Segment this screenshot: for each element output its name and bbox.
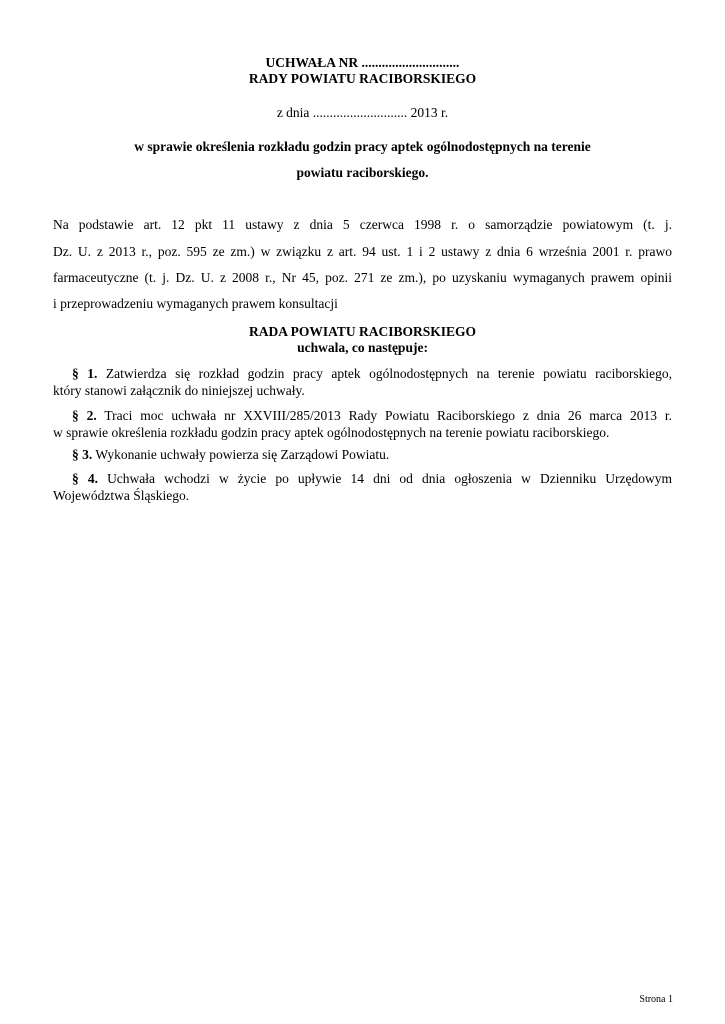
preamble-line-3: farmaceutyczne (t. j. Dz. U. z 2008 r., Nr 45, poz. 271 ze zm.), po uzyskaniu wymaganych prawem opinii	[53, 270, 672, 285]
section-2-number: § 2.	[72, 408, 97, 423]
preamble-line-4: i przeprowadzeniu wymaganych prawem konsultacji	[53, 296, 338, 311]
section-3-line-1	[53, 446, 672, 463]
section-4-line-2: Województwa Śląskiego.	[53, 488, 190, 503]
section-4-number: § 4.	[72, 471, 98, 486]
subject-line-2: powiatu raciborskiego.	[296, 165, 429, 180]
section-1	[53, 365, 672, 399]
section-3-text: Wykonanie uchwały powierza się Zarządowi Powiatu.	[95, 447, 390, 462]
section-4-text: Uchwała wchodzi w życie po upływie 14 dni od dnia ogłoszenia w Dzienniku Urzędowym	[107, 471, 673, 486]
page-number: Strona 1	[639, 994, 673, 1005]
section-2-text: Traci moc uchwała nr XXVIII/285/2013 Rady Powiatu Raciborskiego z dnia 26 marca 2013 r.	[104, 408, 673, 423]
section-3-number: § 3.	[72, 447, 93, 462]
council-name-title: RADY POWIATU RACIBORSKIEGO	[248, 71, 477, 86]
section-2	[53, 407, 672, 441]
enacting-clause: uchwala, co następuje:	[297, 340, 428, 355]
section-1-text: Zatwierdza się rozkład godzin pracy aptek ogólnodostępnych na terenie powiatu raciborskiego,	[105, 366, 672, 381]
date-line: z dnia ............................ 2013 r.	[276, 105, 449, 120]
preamble-line-2: Dz. U. z 2013 r., poz. 595 ze zm.) w związku z art. 94 ust. 1 i 2 ustawy z dnia 6 września 2001 r. prawo	[53, 244, 672, 259]
section-1-line-2: który stanowi załącznik do niniejszej uchwały.	[53, 383, 305, 398]
section-4-line-1	[53, 470, 672, 487]
section-1-line-1	[53, 365, 672, 382]
section-3	[53, 446, 672, 463]
preamble-line-1: Na podstawie art. 12 pkt 11 ustawy z dnia 5 czerwca 1998 r. o samorządzie powiatowym (t. j.	[53, 217, 672, 232]
section-4	[53, 470, 672, 504]
document-page	[53, 0, 672, 1024]
council-heading: RADA POWIATU RACIBORSKIEGO	[248, 324, 477, 339]
section-1-number: § 1.	[72, 366, 98, 381]
resolution-number-title: UCHWAŁA NR .............................	[265, 55, 460, 70]
subject-line-1: w sprawie określenia rozkładu godzin pracy aptek ogólnodostępnych na terenie	[134, 139, 591, 154]
section-2-line-1	[53, 407, 672, 424]
section-2-line-2: w sprawie określenia rozkładu godzin pracy aptek ogólnodostępnych na terenie powiatu raciborskiego.	[53, 425, 610, 440]
